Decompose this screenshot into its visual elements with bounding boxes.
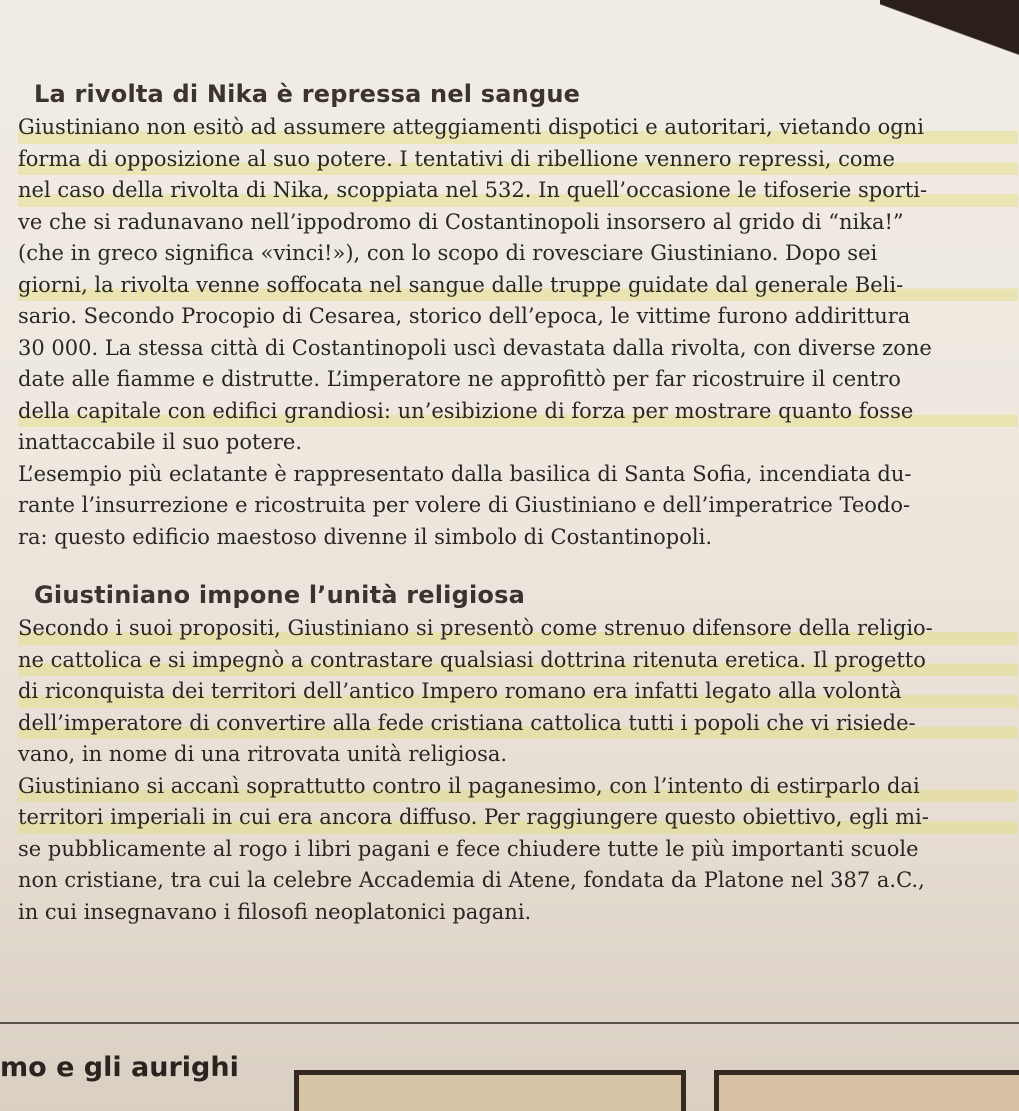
paragraph-religion bbox=[18, 613, 1018, 928]
text-line: Giustiniano non esitò ad assumere atteggiamenti dispotici e autoritari, vietando ogni bbox=[18, 112, 1018, 144]
text-line: ra: questo edificio maestoso divenne il simbolo di Costantinopoli. bbox=[18, 524, 713, 549]
illustration-frame-right bbox=[714, 1070, 1019, 1111]
text-line: ve che si radunavano nell’ippodromo di Costantinopoli insorsero al grido di “nika!” bbox=[18, 209, 904, 234]
text-line: 30 000. La stessa città di Costantinopoli uscì devastata dalla rivolta, con diverse zone bbox=[18, 335, 932, 360]
text-line: giorni, la rivolta venne soffocata nel sangue dalle truppe guidate dal generale Beli- bbox=[18, 270, 1018, 302]
text-line: della capitale con edifici grandiosi: un’esibizione di forza per mostrare quanto fosse bbox=[18, 396, 1018, 428]
paragraph-nika bbox=[18, 112, 1018, 553]
text-line: rante l’insurrezione e ricostruita per volere di Giustiniano e dell’imperatrice Teodo- bbox=[18, 493, 911, 517]
text-line: Secondo i suoi propositi, Giustiniano si presentò come strenuo difensore della religio- bbox=[18, 613, 1018, 645]
text-column bbox=[18, 80, 1018, 928]
text-line: nel caso della rivolta di Nika, scoppiata nel 532. In quell’occasione le tifoserie sporti- bbox=[18, 175, 1018, 207]
text-line: di riconquista dei territori dell’antico Impero romano era infatti legato alla volontà bbox=[18, 676, 1018, 708]
text-line: dell’imperatore di convertire alla fede cristiana cattolica tutti i popoli che vi risiede- bbox=[18, 708, 1018, 740]
text-line: date alle fiamme e distrutte. L’imperatore ne approfittò per far ricostruire il centro bbox=[18, 367, 901, 391]
text-line: Giustiniano si accanì soprattutto contro il paganesimo, con l’intento di estirparlo dai bbox=[18, 771, 1018, 803]
illustration-frame-left bbox=[294, 1070, 686, 1111]
text-line: se pubblicamente al rogo i libri pagani e fece chiudere tutte le più importanti scuole bbox=[18, 836, 919, 861]
section-title-religion: Giustiniano impone l’unità religiosa bbox=[34, 581, 525, 609]
text-line: territori imperiali in cui era ancora diffuso. Per raggiungere questo obiettivo, egli mi- bbox=[18, 802, 1018, 834]
text-line: forma di opposizione al suo potere. I tentativi di ribellione vennero repressi, come bbox=[18, 144, 1018, 176]
text-line: L’esempio più eclatante è rappresentato dalla basilica di Santa Sofia, incendiata du- bbox=[18, 461, 912, 486]
text-line: inattaccabile il suo potere. bbox=[18, 430, 303, 454]
text-line: (che in greco significa «vinci!»), con lo scopo di rovesciare Giustiniano. Dopo sei bbox=[18, 241, 878, 265]
text-line: non cristiane, tra cui la celebre Accademia di Atene, fondata da Platone nel 387 a.C., bbox=[18, 868, 925, 892]
next-section-heading: mo e gli aurighi bbox=[0, 1052, 239, 1083]
text-line: vano, in nome di una ritrovata unità religiosa. bbox=[18, 742, 508, 766]
text-line: sario. Secondo Procopio di Cesarea, storico dell’epoca, le vittime furono addirittura bbox=[18, 304, 911, 328]
text-line: ne cattolica e si impegnò a contrastare qualsiasi dottrina ritenuta eretica. Il progetto bbox=[18, 645, 1018, 677]
text-line: in cui insegnavano i filosofi neoplatonici pagani. bbox=[18, 899, 532, 924]
section-title-nika: La rivolta di Nika è repressa nel sangue bbox=[34, 80, 581, 108]
page-corner-shadow bbox=[880, 0, 1019, 70]
section-divider bbox=[0, 1022, 1019, 1024]
